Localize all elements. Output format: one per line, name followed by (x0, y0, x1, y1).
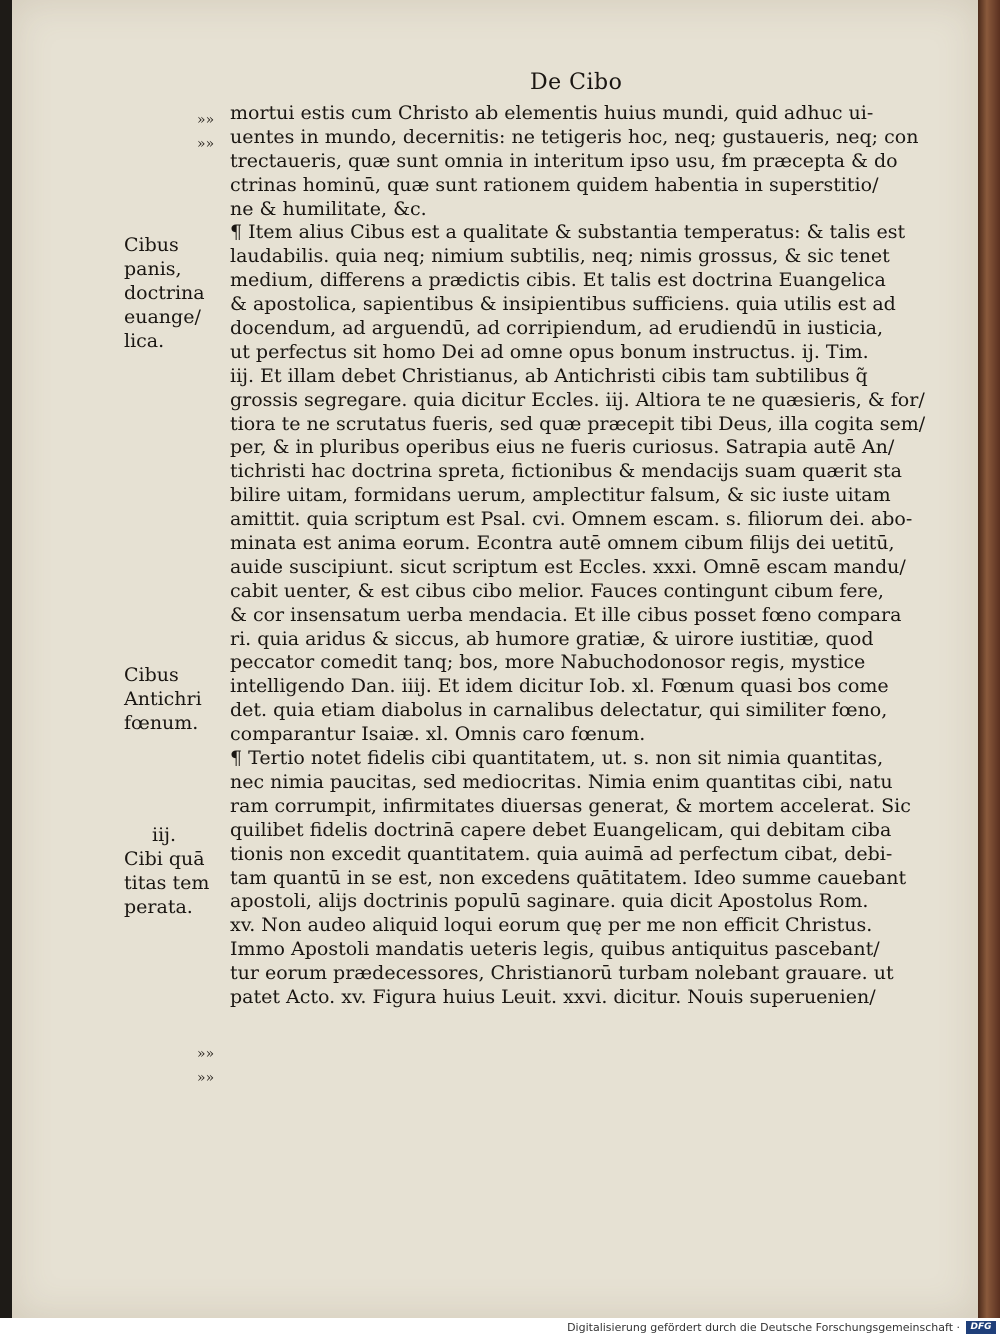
margin-note-line: Cibi quā (124, 847, 205, 870)
text-line: peccator comedit tanq; bos, more Nabuchodonosor regis, mystice (230, 651, 866, 674)
text-line: medium, differens a prædictis cibis. Et talis est doctrina Euangelica (230, 269, 886, 292)
text-line: comparantur Isaiæ. xl. Omnis caro fœnum. (230, 723, 646, 746)
margin-note-cibus-antichristi (124, 664, 224, 736)
margin-note-line: euange/ (124, 305, 201, 328)
footer-bar (0, 1318, 1000, 1339)
text-line: ut perfectus sit homo Dei ad omne opus bonum instructus. ij. Tim. (230, 340, 869, 363)
text-line: minata est anima eorum. Econtra autē omnem cibum filijs dei uetitū, (230, 532, 895, 555)
text-line: trectaueris, quæ sunt omnia in interitum ipso usu, ẜm præcepta & do (230, 149, 898, 172)
margin-note-line: lica. (124, 329, 165, 352)
margin-note-line: panis, (124, 257, 182, 280)
quotation-mark: »» (197, 112, 215, 128)
body-text (230, 102, 942, 1010)
text-line: ram corrumpit, infirmitates diuersas generat, & mortem accelerat. Sic (230, 794, 911, 817)
text-line: tam quantū in se est, non excedens quātitatem. Ideo summe cauebant (230, 866, 907, 889)
text-line: tionis non excedit quantitatem. quia auimā ad perfectum cibat, debi- (230, 842, 893, 865)
margin-note-line: fœnum. (124, 711, 199, 734)
text-line: auide suscipiunt. sicut scriptum est Eccles. xxxi. Omnē escam mandu/ (230, 555, 906, 578)
text-line: docendum, ad arguendū, ad corripiendum, ad erudiendū in iusticia, (230, 317, 884, 340)
text-line: Immo Apostoli mandatis ueteris legis, quibus antiquitus pascebant/ (230, 938, 880, 961)
text-line: bilire uitam, formidans uerum, amplectitur falsum, & sic iuste uitam (230, 484, 891, 507)
quotation-mark: »» (197, 136, 215, 152)
funding-credit: Digitalisierung gefördert durch die Deutsche Forschungsgemeinschaft · (567, 1321, 960, 1334)
text-line: ctrinas hominū, quæ sunt rationem quidem habentia in superstitio/ (230, 173, 879, 196)
text-line: ri. quia aridus & siccus, ab humore gratiæ, & uirore iustitiæ, quod (230, 627, 874, 650)
text-line: xv. Non audeo aliquid loqui eorum quę per me non efficit Christus. (230, 914, 873, 937)
text-line: laudabilis. quia neq; nimium subtilis, neq; nimis grossus, & sic tenet (230, 245, 890, 268)
text-line: ¶ Item alius Cibus est a qualitate & substantia temperatus: & talis est (230, 221, 906, 244)
text-line: per, & in pluribus operibus eius ne fueris curiosus. Satrapia autē An/ (230, 436, 895, 459)
text-line: & cor insensatum uerba mendacia. Et ille cibus posset fœno compara (230, 603, 902, 626)
margin-note-line: Cibus (124, 234, 179, 256)
text-line: intelligendo Dan. iiij. Et idem dicitur Iob. xl. Fœnum quasi bos come (230, 675, 889, 698)
text-line: amittit. quia scriptum est Psal. cvi. Omnem escam. s. filiorum dei. abo- (230, 508, 913, 531)
margin-note-line: iij. (152, 824, 177, 846)
text-line: tur eorum prædecessores, Christianorū turbam nolebant grauare. ut (230, 962, 894, 985)
text-line: & apostolica, sapientibus & insipientibus sufficiens. quia utilis est ad (230, 293, 896, 316)
text-line: quilibet fidelis doctrinā capere debet Euangelicam, qui debitam ciba (230, 818, 892, 841)
running-head: De Cibo (530, 70, 623, 95)
text-line: iij. Et illam debet Christianus, ab Antichristi cibis tam subtilibus q̃ (230, 364, 868, 387)
text-line: uentes in mundo, decernitis: ne tetigeris hoc, neq; gustaueris, neq; con (230, 125, 919, 148)
book-edge (978, 0, 1000, 1318)
text-line: tichristi hac doctrina spreta, fictionibus & mendacijs suam quærit sta (230, 460, 902, 483)
margin-note-cibus-panis (124, 234, 224, 353)
text-line: ne & humilitate, &c. (230, 197, 427, 220)
text-line: det. quia etiam diabolus in carnalibus delectatur, qui similiter fœno, (230, 699, 888, 722)
quotation-mark: »» (197, 1070, 215, 1086)
quotation-mark: »» (197, 1046, 215, 1062)
text-line: tiora te ne scrutatus fueris, sed quæ præcepit tibi Deus, illa cogita sem/ (230, 412, 926, 435)
margin-note-line: Cibus (124, 664, 179, 686)
text-line: grossis segregare. quia dicitur Eccles. iij. Altiora te ne quæsieris, & for/ (230, 388, 925, 411)
text-line: cabit uenter, & est cibus cibo melior. Fauces contingunt cibum fere, (230, 579, 884, 602)
text-line: ¶ Tertio notet fidelis cibi quantitatem, ut. s. non sit nimia quantitas, (230, 747, 884, 770)
margin-note-cibi-quantitas (124, 824, 224, 920)
margin-note-line: doctrina (124, 281, 205, 304)
text-line: nec nimia paucitas, sed mediocritas. Nimia enim quantitas cibi, natu (230, 770, 893, 793)
margin-note-line: perata. (124, 895, 193, 918)
dfg-logo: DFG (966, 1321, 996, 1334)
book-page (12, 0, 978, 1318)
text-line: mortui estis cum Christo ab elementis huius mundi, quid adhuc ui- (230, 102, 874, 124)
text-line: apostoli, alijs doctrinis populū saginare. quia dicit Apostolus Rom. (230, 890, 869, 913)
text-line: patet Acto. xv. Figura huius Leuit. xxvi. dicitur. Nouis superuenien/ (230, 985, 876, 1008)
margin-note-line: Antichri (124, 687, 202, 710)
margin-note-line: titas tem (124, 871, 210, 894)
